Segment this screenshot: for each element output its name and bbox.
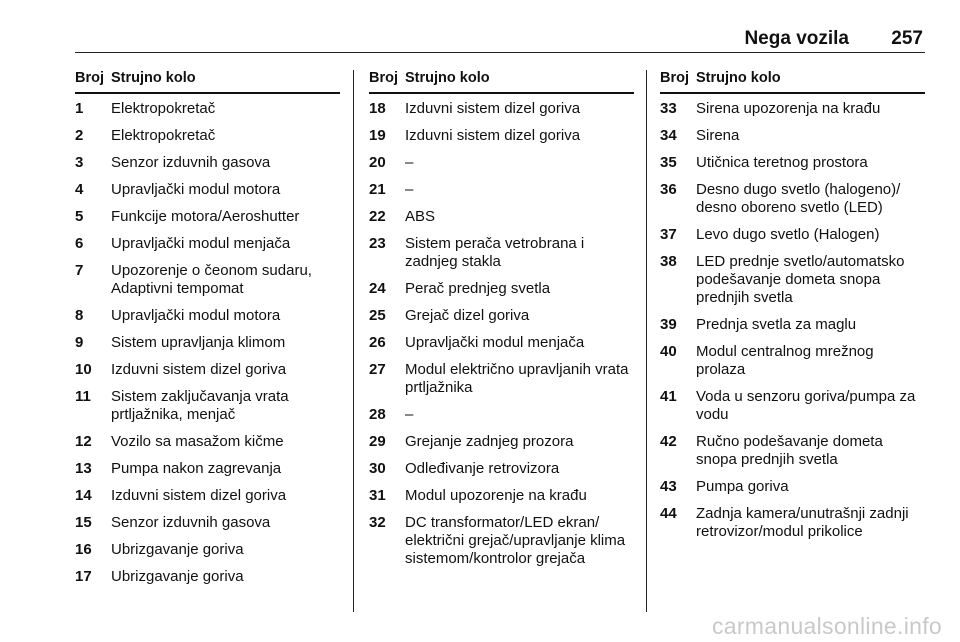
circuit-name: Odleđivanje retrovizora — [405, 460, 560, 477]
table-row — [369, 229, 634, 274]
fuse-number: 29 — [369, 433, 386, 450]
table-row — [75, 535, 340, 562]
circuit-name: Sirena upozorenja na krađu — [696, 100, 881, 117]
table-row — [75, 229, 340, 256]
table-row — [75, 481, 340, 508]
circuit-name: Sistem upravljanja klimom — [111, 334, 286, 351]
column-divider — [353, 70, 354, 612]
header-num: Broj — [369, 70, 398, 86]
fuse-number: 31 — [369, 487, 386, 504]
fuse-number: 32 — [369, 514, 386, 531]
table-row — [75, 562, 340, 589]
fuse-number: 18 — [369, 100, 386, 117]
fuse-number: 24 — [369, 280, 386, 297]
table-row — [75, 256, 340, 301]
circuit-name: Desno dugo svetlo (halogeno)/ desno oboreno svetlo (LED) — [696, 181, 901, 216]
fuse-number: 23 — [369, 235, 386, 252]
table-row — [660, 121, 925, 148]
fuse-number: 12 — [75, 433, 92, 450]
table-row — [660, 427, 925, 472]
fuse-number: 30 — [369, 460, 386, 477]
fuse-number: 39 — [660, 316, 677, 333]
table-row — [369, 175, 634, 202]
circuit-name: Ubrizgavanje goriva — [111, 568, 244, 585]
fuse-number: 22 — [369, 208, 386, 225]
fuse-number: 34 — [660, 127, 677, 144]
fuse-number: 16 — [75, 541, 92, 558]
circuit-name: Zadnja kamera/unutrašnji zadnji retrovizor/modul prikolice — [696, 505, 909, 540]
fuse-number: 40 — [660, 343, 677, 360]
circuit-name: Sistem perača vetrobrana i zadnjeg stakla — [405, 235, 585, 270]
table-row — [75, 94, 340, 121]
fuse-table-column-1 — [75, 70, 340, 589]
table-row — [369, 481, 634, 508]
circuit-name: Pumpa goriva — [696, 478, 789, 495]
table-row — [75, 301, 340, 328]
fuse-number: 41 — [660, 388, 677, 405]
fuse-number: 25 — [369, 307, 386, 324]
circuit-name: Modul električno upravljanih vrata prtljažnika — [405, 361, 629, 396]
fuse-number: 13 — [75, 460, 92, 477]
fuse-number: 21 — [369, 181, 386, 198]
page-number: 257 — [891, 28, 923, 49]
fuse-number: 11 — [75, 388, 91, 405]
table-row — [660, 220, 925, 247]
circuit-name: Upravljački modul motora — [111, 307, 281, 324]
fuse-number: 26 — [369, 334, 386, 351]
fuse-number: 43 — [660, 478, 677, 495]
fuse-table-column-2 — [369, 70, 634, 571]
table-row — [75, 427, 340, 454]
table-row — [369, 400, 634, 427]
fuse-number: 1 — [75, 100, 84, 117]
circuit-name: Utičnica teretnog prostora — [696, 154, 868, 171]
table-header — [660, 70, 925, 94]
circuit-name: Upravljački modul menjača — [111, 235, 291, 252]
table-row — [75, 454, 340, 481]
header-num: Broj — [660, 70, 689, 86]
circuit-name: LED prednje svetlo/automatsko podešavanje dometa snopa prednjih svetla — [696, 253, 905, 306]
fuse-number: 42 — [660, 433, 677, 450]
fuse-number: 8 — [75, 307, 84, 324]
circuit-name: Senzor izduvnih gasova — [111, 154, 271, 171]
table-row — [660, 337, 925, 382]
table-row — [369, 121, 634, 148]
circuit-name: Vozilo sa masažom kičme — [111, 433, 284, 450]
circuit-name: Ubrizgavanje goriva — [111, 541, 244, 558]
table-row — [660, 499, 925, 544]
page-title: Nega vozila — [744, 28, 849, 49]
fuse-number: 17 — [75, 568, 92, 585]
circuit-name: Izduvni sistem dizel goriva — [111, 487, 287, 504]
fuse-table-column-3 — [660, 70, 925, 544]
fuse-number: 44 — [660, 505, 677, 522]
table-row — [75, 202, 340, 229]
table-row — [75, 175, 340, 202]
table-row — [75, 355, 340, 382]
circuit-name: Voda u senzoru goriva/pumpa za vodu — [696, 388, 916, 423]
fuse-number: 35 — [660, 154, 677, 171]
table-row — [660, 382, 925, 427]
table-row — [369, 355, 634, 400]
table-row — [75, 382, 340, 427]
fuse-number: 2 — [75, 127, 84, 144]
table-row — [369, 274, 634, 301]
fuse-number: 14 — [75, 487, 92, 504]
circuit-name: Izduvni sistem dizel goriva — [111, 361, 287, 378]
circuit-name: Sirena — [696, 127, 740, 144]
circuit-name: DC transformator/LED ekran/ električni grejač/upravljanje klima sistemom/kontrolor grejača — [405, 514, 626, 567]
table-row — [75, 148, 340, 175]
table-row — [660, 310, 925, 337]
header-circuit: Strujno kolo — [111, 70, 196, 86]
fuse-number: 3 — [75, 154, 84, 171]
circuit-name: Grejanje zadnjeg prozora — [405, 433, 574, 450]
fuse-number: 19 — [369, 127, 386, 144]
table-row — [369, 427, 634, 454]
fuse-number: 28 — [369, 406, 386, 423]
circuit-name: ABS — [405, 208, 436, 225]
fuse-number: 9 — [75, 334, 84, 351]
table-row — [660, 148, 925, 175]
table-row — [369, 454, 634, 481]
fuse-number: 6 — [75, 235, 84, 252]
circuit-name: Sistem zaključavanja vrata prtljažnika, menjač — [111, 388, 289, 423]
fuse-number: 27 — [369, 361, 386, 378]
fuse-number: 5 — [75, 208, 84, 225]
circuit-name: Upravljački modul menjača — [405, 334, 585, 351]
table-header — [75, 70, 340, 94]
table-row — [369, 328, 634, 355]
fuse-number: 10 — [75, 361, 92, 378]
table-row — [369, 508, 634, 571]
fuse-number: 38 — [660, 253, 677, 270]
table-row — [75, 121, 340, 148]
circuit-name: Perač prednjeg svetla — [405, 280, 551, 297]
circuit-name: Izduvni sistem dizel goriva — [405, 127, 581, 144]
table-row — [660, 247, 925, 310]
circuit-name: Modul upozorenje na krađu — [405, 487, 587, 504]
circuit-name: Levo dugo svetlo (Halogen) — [696, 226, 880, 243]
circuit-name: – — [405, 406, 414, 423]
table-header — [369, 70, 634, 94]
fuse-number: 4 — [75, 181, 84, 198]
circuit-name: Upravljački modul motora — [111, 181, 281, 198]
circuit-name: Senzor izduvnih gasova — [111, 514, 271, 531]
table-row — [75, 328, 340, 355]
table-row — [369, 94, 634, 121]
table-row — [660, 472, 925, 499]
fuse-number: 20 — [369, 154, 386, 171]
column-divider — [646, 70, 647, 612]
fuse-number: 33 — [660, 100, 677, 117]
fuse-number: 36 — [660, 181, 677, 198]
table-row — [660, 175, 925, 220]
fuse-number: 7 — [75, 262, 84, 279]
circuit-name: Izduvni sistem dizel goriva — [405, 100, 581, 117]
table-row — [369, 301, 634, 328]
watermark: carmanualsonline.info — [711, 613, 942, 639]
table-row — [75, 508, 340, 535]
circuit-name: – — [405, 181, 414, 198]
table-row — [369, 202, 634, 229]
circuit-name: Pumpa nakon zagrevanja — [111, 460, 282, 477]
header-circuit: Strujno kolo — [405, 70, 490, 86]
circuit-name: Prednja svetla za maglu — [696, 316, 857, 333]
circuit-name: Ručno podešavanje dometa snopa prednjih svetla — [696, 433, 883, 468]
circuit-name: – — [405, 154, 414, 171]
fuse-number: 15 — [75, 514, 92, 531]
table-row — [369, 148, 634, 175]
page-header — [75, 26, 925, 53]
circuit-name: Elektropokretač — [111, 100, 216, 117]
fuse-number: 37 — [660, 226, 677, 243]
circuit-name: Grejač dizel goriva — [405, 307, 530, 324]
header-num: Broj — [75, 70, 104, 86]
header-circuit: Strujno kolo — [696, 70, 781, 86]
circuit-name: Upozorenje o čeonom sudaru, Adaptivni tempomat — [111, 262, 312, 297]
circuit-name: Modul centralnog mrežnog prolaza — [696, 343, 874, 378]
circuit-name: Funkcije motora/Aeroshutter — [111, 208, 300, 225]
table-row — [660, 94, 925, 121]
circuit-name: Elektropokretač — [111, 127, 216, 144]
